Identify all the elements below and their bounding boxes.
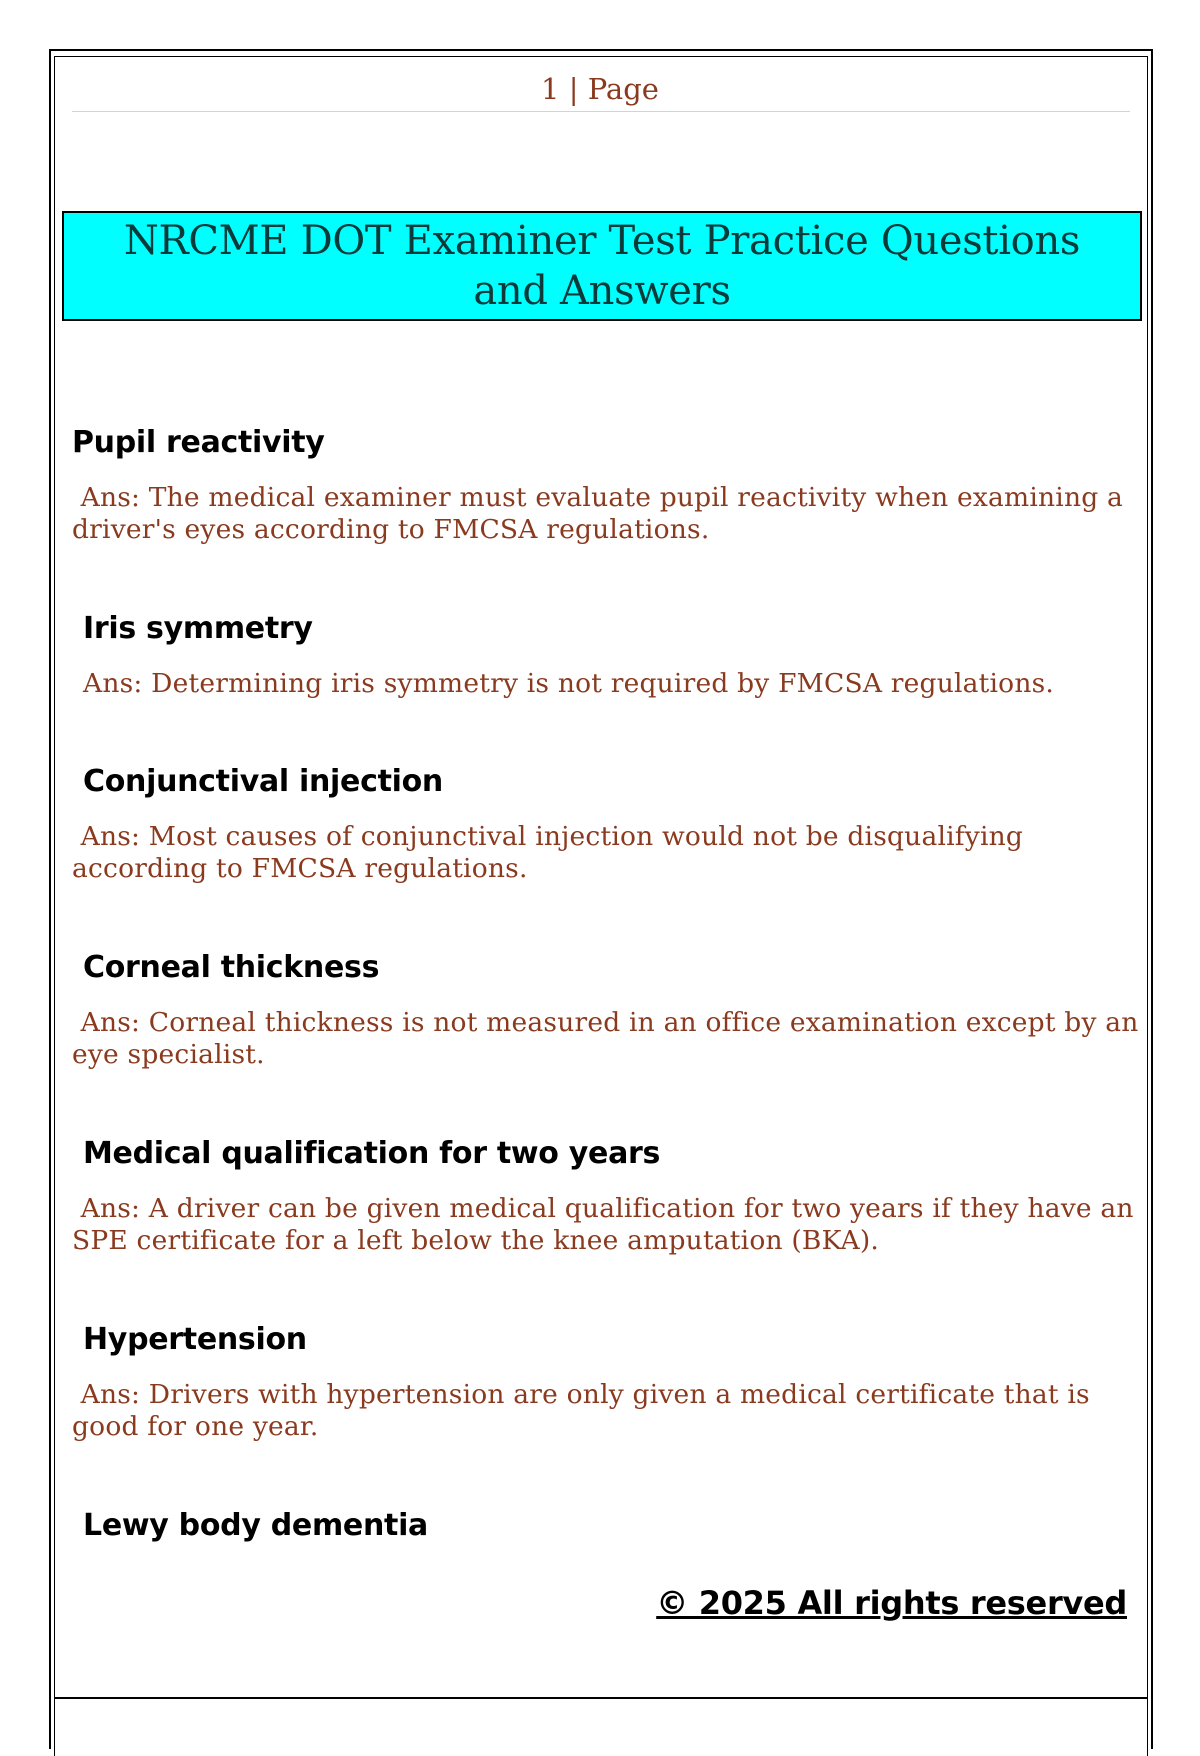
question-heading: Conjunctival injection: [83, 764, 443, 799]
answer-text: Ans: The medical examiner must evaluate pupil reactivity when examining a driver's eyes according to FMCSA regulations.: [72, 482, 1132, 545]
question-heading: Lewy body dementia: [83, 1508, 428, 1543]
qa-item: [72, 1136, 1143, 1257]
question-heading: Corneal thickness: [83, 950, 380, 985]
question-heading: Medical qualification for two years: [83, 1136, 661, 1171]
page-number: 1 | Page: [541, 72, 659, 106]
qa-item: [83, 1508, 1143, 1543]
qa-item: [83, 611, 1143, 700]
document-title: NRCME DOT Examiner Test Practice Questions and Answers: [123, 218, 1081, 314]
answer-text: Ans: Drivers with hypertension are only given a medical certificate that is good for one year.: [72, 1379, 1099, 1442]
qa-item: [72, 1322, 1143, 1443]
question-heading: Pupil reactivity: [72, 425, 325, 460]
qa-item: [72, 764, 1143, 885]
question-heading: Iris symmetry: [83, 611, 313, 646]
answer-text: Ans: A driver can be given medical qualification for two years if they have an SPE certificate for a left below the knee amputation (BKA).: [72, 1193, 1143, 1256]
question-heading: Hypertension: [83, 1322, 307, 1357]
qa-item: [72, 950, 1148, 1071]
header-divider: [72, 111, 1130, 112]
page-bottom-rule: [54, 1697, 1148, 1699]
copyright-notice: © 2025 All rights reserved: [656, 1584, 1127, 1622]
title-banner: [62, 211, 1142, 321]
answer-text: Ans: Most causes of conjunctival injection would not be disqualifying according to FMCSA regulations.: [72, 821, 1032, 884]
answer-text: Ans: Determining iris symmetry is not required by FMCSA regulations.: [83, 668, 1055, 699]
qa-item: [72, 425, 1132, 546]
answer-text: Ans: Corneal thickness is not measured in an office examination except by an eye specialist.: [72, 1007, 1148, 1070]
